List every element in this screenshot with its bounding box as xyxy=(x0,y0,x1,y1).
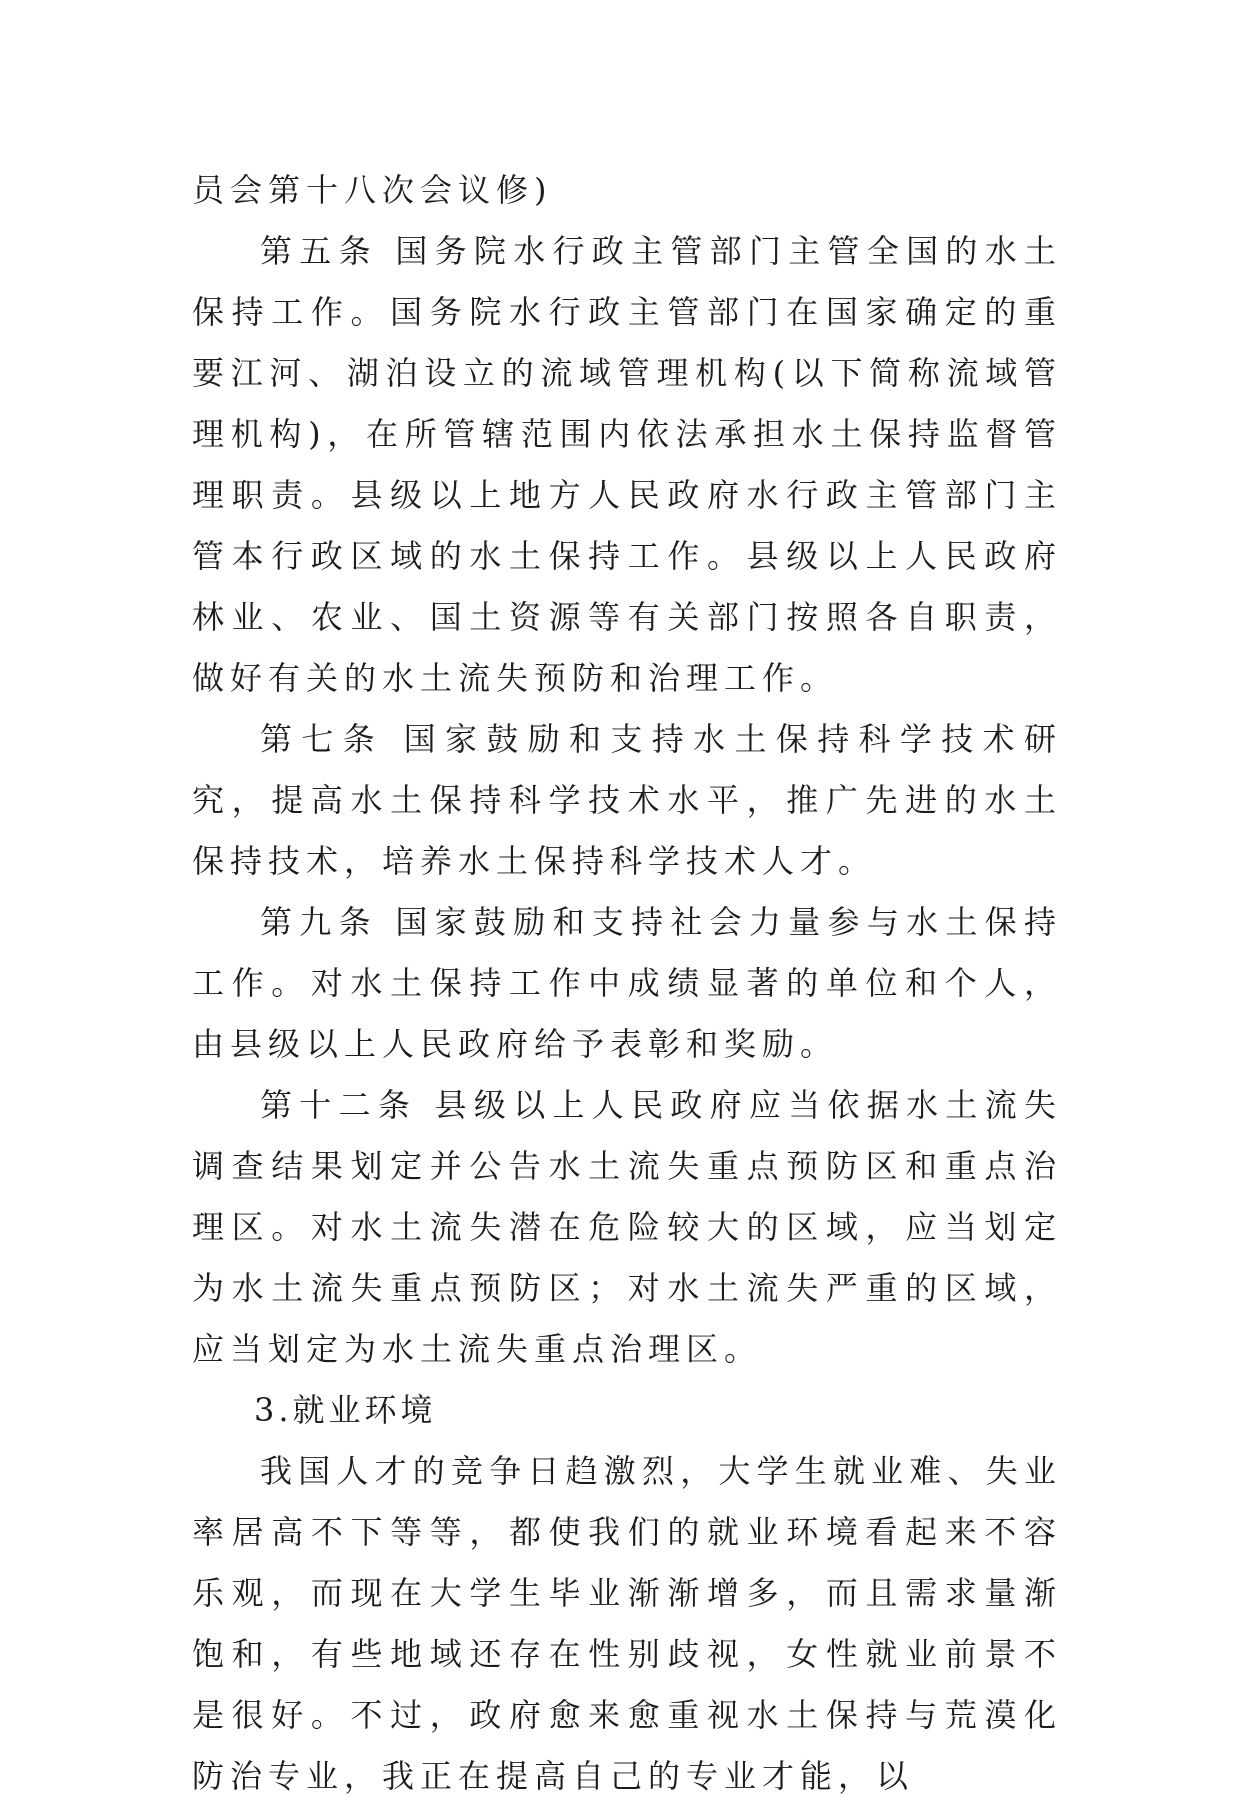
document-body xyxy=(192,160,1062,1807)
paragraph-continuation: 员会第十八次会议修) xyxy=(192,171,553,209)
paragraph-article-7: 第七条 国家鼓励和支持水土保持科学技术研究，提高水土保持科学技术水平，推广先进的水土保持技术，培养水土保持科学技术人才。 xyxy=(192,720,1062,880)
paragraph-employment: 我国人才的竞争日趋激烈，大学生就业难、失业率居高不下等等，都使我们的就业环境看起来不容乐观，而现在大学生毕业渐渐增多，而且需求量渐饱和，有些地域还存在性别歧视，女性就业前景不是很好。不过，政府愈来愈重视水土保持与荒漠化防治专业，我正在提高自己的专业才能，以 xyxy=(192,1452,1062,1795)
section-heading-employment: 3.就业环境 xyxy=(254,1391,437,1429)
paragraph-article-9: 第九条 国家鼓励和支持社会力量参与水土保持工作。对水土保持工作中成绩显著的单位和个人，由县级以上人民政府给予表彰和奖励。 xyxy=(192,903,1062,1063)
paragraph-article-12: 第十二条 县级以上人民政府应当依据水土流失调查结果划定并公告水土流失重点预防区和重点治理区。对水土流失潜在危险较大的区域，应当划定为水土流失重点预防区；对水土流失严重的区域，应当划定为水土流失重点治理区。 xyxy=(192,1086,1062,1368)
paragraph-article-5: 第五条 国务院水行政主管部门主管全国的水土保持工作。国务院水行政主管部门在国家确定的重要江河、湖泊设立的流域管理机构(以下简称流域管理机构)，在所管辖范围内依法承担水土保持监督管理职责。县级以上地方人民政府水行政主管部门主管本行政区域的水土保持工作。县级以上人民政府林业、农业、国土资源等有关部门按照各自职责，做好有关的水土流失预防和治理工作。 xyxy=(192,232,1062,697)
